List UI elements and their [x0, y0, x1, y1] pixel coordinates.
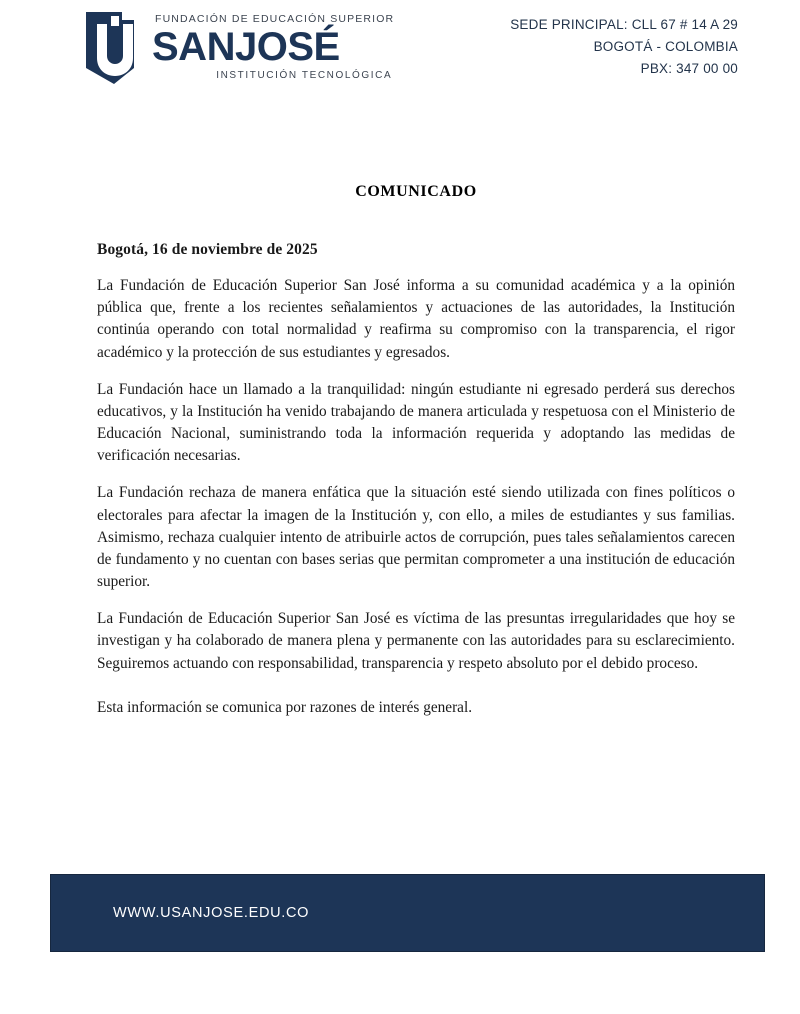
- contact-city: BOGOTÁ - COLOMBIA: [593, 38, 738, 54]
- dateline: Bogotá, 16 de noviembre de 2025: [97, 241, 318, 258]
- document-footer: [50, 874, 765, 952]
- brand-name: SANJOSÉ: [152, 24, 340, 69]
- body-paragraph: La Fundación rechaza de manera enfática que la situación esté siendo utilizada con fines políticos o electorales para afectar la imagen de la Institución y, con ello, a miles de estudiantes y sus familias. Asimismo, rechaza cualquier intento de atribuirle actos de corrupción, pues tales señalamientos carecen de fundamento y no cuentan con bases serias que permitan comprometer a una institución de educación superior.: [97, 484, 735, 591]
- contact-address: SEDE PRINCIPAL: CLL 67 # 14 A 29: [510, 17, 738, 32]
- brand-wordmark: [152, 8, 394, 81]
- footer-website-url[interactable]: WWW.USANJOSE.EDU.CO: [113, 905, 310, 921]
- closing-statement: Esta información se comunica por razones de interés general.: [97, 698, 473, 716]
- body-paragraph: La Fundación de Educación Superior San José informa a su comunidad académica y a la opinión pública que, frente a los recientes señalamientos y actuaciones de las autoridades, la Institución continúa operando con total normalidad y reafirma su compromiso con la transparencia, el rigor académico y la protección de sus estudiantes y egresados.: [97, 277, 735, 361]
- brand-kicker: FUNDACIÓN DE EDUCACIÓN SUPERIOR: [155, 13, 395, 25]
- brand-subtitle: INSTITUCIÓN TECNOLÓGICA: [216, 70, 393, 82]
- body-paragraph: La Fundación hace un llamado a la tranquilidad: ningún estudiante ni egresado perderá sus derechos educativos, y la Institución ha venido trabajando de manera articulada y respetuosa con el Ministerio de Educación Nacional, suministrando toda la información requerida y adoptando las medidas de verificación necesarias.: [97, 380, 735, 465]
- document-header: [0, 0, 800, 100]
- document-body: [97, 241, 735, 734]
- header-contact-block: [510, 14, 738, 80]
- contact-phone: PBX: 347 00 00: [640, 60, 738, 76]
- page-title: COMUNICADO: [355, 183, 477, 200]
- brand-lockup: [84, 8, 394, 88]
- body-paragraph: La Fundación de Educación Superior San José es víctima de las presuntas irregularidades que hoy se investigan y ha colaborado de manera plena y permanente con las autoridades para su esclarecimiento. Seguiremos actuando con responsabilidad, transparencia y respeto absoluto por el debido proceso.: [97, 610, 735, 672]
- sanjose-shield-monogram-icon: [84, 8, 142, 88]
